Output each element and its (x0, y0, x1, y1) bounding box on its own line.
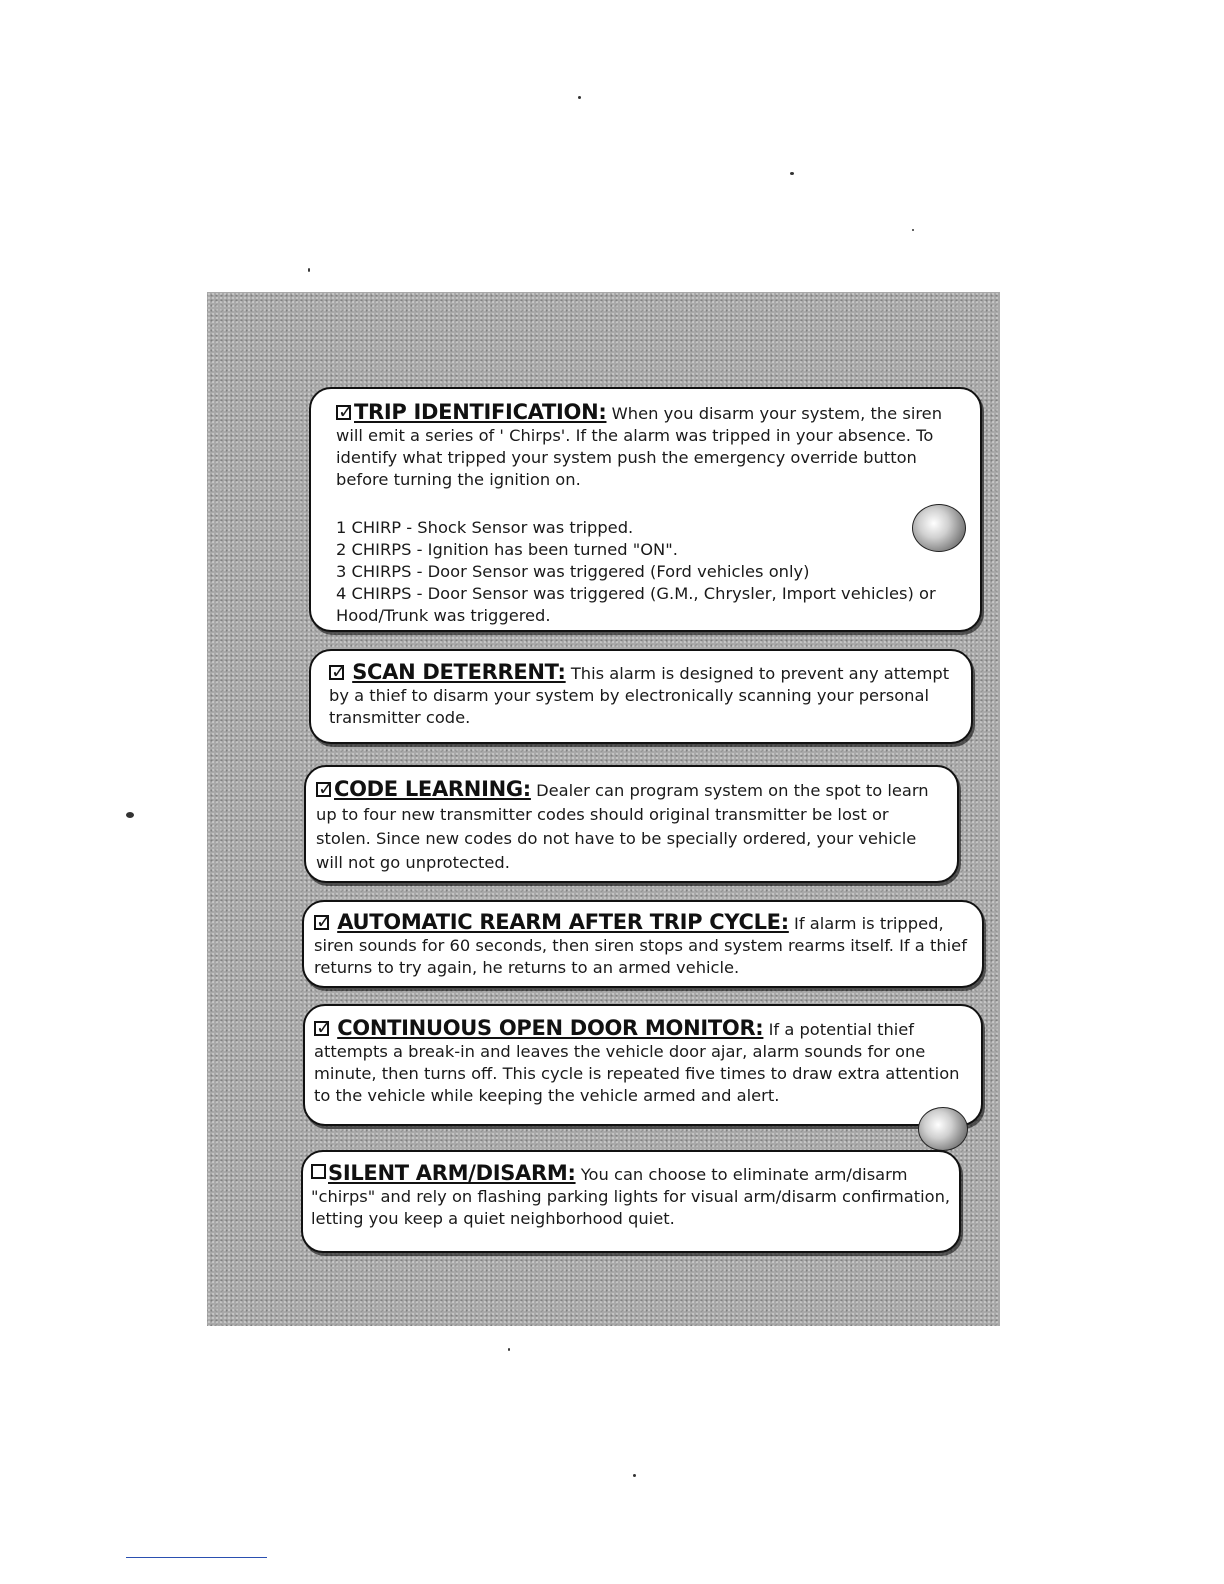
silent-arm-body: You can choose to eliminate arm/disarm "chirps" and rely on flashing parking lights for visual arm/disarm confirmation, letting you keep a quiet neighborhood quiet. (311, 1165, 951, 1228)
automatic-rearm-text (314, 911, 974, 979)
trip-identification-intro (336, 401, 951, 491)
open-door-monitor-body: If a potential thief attempts a break-in and leaves the vehicle door ajar, alarm sounds for one minute, then turns off. This cycle is repeated five times to draw extra attention to the vehicle while keeping the vehicle armed and alert. (314, 1020, 960, 1105)
open-door-monitor-box (303, 1004, 983, 1126)
override-button-icon (912, 504, 966, 552)
checked-box-icon: ✓ (338, 401, 354, 423)
trip-identification-heading: TRIP IDENTIFICATION: (354, 400, 607, 424)
scan-speck (912, 229, 914, 231)
checked-box-icon: ✓ (316, 1017, 332, 1039)
scan-speck (508, 1348, 510, 1351)
scan-speck (790, 172, 794, 175)
automatic-rearm-body: If alarm is tripped, siren sounds for 60 seconds, then siren stops and system rearms itself. If a thief returns to try again, he returns to an armed vehicle. (314, 914, 967, 977)
checked-box-icon: ✓ (316, 911, 332, 933)
footer-rule (126, 1557, 267, 1558)
chirp-list-item: Hood/Trunk was triggered. (336, 606, 551, 625)
scan-deterrent-heading: SCAN DETERRENT: (352, 660, 566, 684)
scan-speck (126, 812, 134, 818)
automatic-rearm-box (302, 900, 984, 988)
code-learning-box (304, 765, 959, 883)
checked-box-icon: ✓ (331, 661, 347, 683)
silent-arm-heading: SILENT ARM/DISARM: (328, 1161, 576, 1185)
chirp-list-item: 4 CHIRPS - Door Sensor was triggered (G.M., Chrysler, Import vehicles) or (336, 584, 936, 603)
scan-speck (578, 96, 581, 99)
open-door-monitor-text (314, 1017, 974, 1107)
scan-deterrent-body: This alarm is designed to prevent any attempt by a thief to disarm your system by electronically scanning your personal transmitter code. (329, 664, 950, 727)
chirp-list (336, 517, 936, 627)
trip-identification-intro-text: When you disarm your system, the siren will emit a series of ' Chirps'. If the alarm was tripped in your absence. To identify what tripped your system push the emergency override button before turning the ignition on. (336, 404, 943, 489)
scan-speck (308, 268, 310, 272)
trip-identification-box (309, 387, 982, 632)
code-learning-text (316, 777, 946, 875)
code-learning-heading: CODE LEARNING: (334, 777, 531, 801)
override-button-icon (918, 1107, 968, 1151)
chirp-list-item: 1 CHIRP - Shock Sensor was tripped. (336, 518, 634, 537)
silent-arm-text (311, 1162, 951, 1230)
scan-deterrent-box (309, 649, 973, 744)
unchecked-box-icon (311, 1164, 326, 1179)
automatic-rearm-heading: AUTOMATIC REARM AFTER TRIP CYCLE: (337, 910, 789, 934)
feature-panel (207, 292, 1000, 1326)
open-door-monitor-heading: CONTINUOUS OPEN DOOR MONITOR: (337, 1016, 764, 1040)
code-learning-body: Dealer can program system on the spot to learn up to four new transmitter codes should original transmitter be lost or stolen. Since new codes do not have to be specially ordered, your vehicle will not go unprotected. (316, 781, 929, 872)
chirp-list-item: 2 CHIRPS - Ignition has been turned "ON". (336, 540, 678, 559)
scan-speck (633, 1474, 636, 1477)
checked-box-icon: ✓ (318, 778, 334, 800)
scan-deterrent-text (329, 661, 959, 729)
silent-arm-box (301, 1150, 961, 1253)
chirp-list-item: 3 CHIRPS - Door Sensor was triggered (Ford vehicles only) (336, 562, 810, 581)
